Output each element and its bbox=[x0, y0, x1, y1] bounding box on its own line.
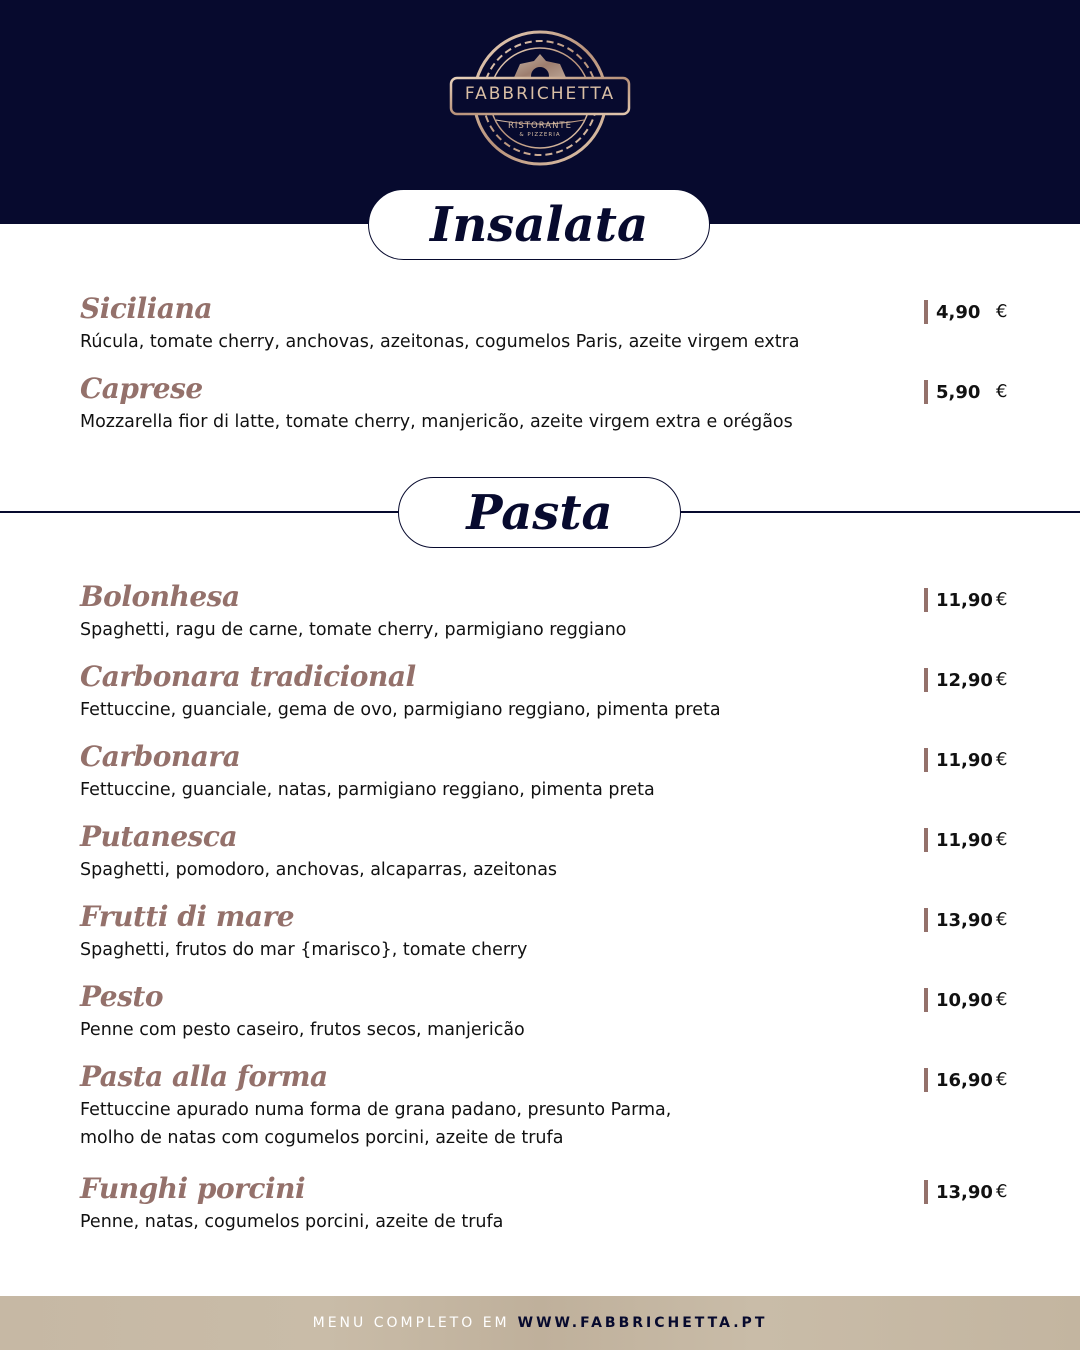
item-name: Carbonara bbox=[80, 740, 241, 773]
menu-item bbox=[80, 900, 1010, 964]
item-name: Caprese bbox=[80, 372, 203, 405]
item-name: Funghi porcini bbox=[80, 1172, 306, 1205]
item-description: Fettuccine, guanciale, gema de ovo, parmigiano reggiano, pimenta preta bbox=[80, 700, 721, 720]
item-name: Carbonara tradicional bbox=[80, 660, 416, 693]
item-price bbox=[924, 1180, 1010, 1204]
item-price bbox=[924, 988, 1010, 1012]
item-description: Mozzarella fior di latte, tomate cherry, manjericão, azeite virgem extra e orégãos bbox=[80, 412, 793, 432]
price-value: 12,90 bbox=[936, 669, 993, 691]
currency-symbol: € bbox=[996, 669, 1008, 690]
price-value: 13,90 bbox=[936, 909, 993, 931]
item-description: Penne com pesto caseiro, frutos secos, manjericão bbox=[80, 1020, 525, 1040]
menu-item bbox=[80, 580, 1010, 644]
item-description: Spaghetti, ragu de carne, tomate cherry, parmigiano reggiano bbox=[80, 620, 627, 640]
item-price bbox=[924, 748, 1010, 772]
menu-item bbox=[80, 820, 1010, 884]
item-description: Rúcula, tomate cherry, anchovas, azeitonas, cogumelos Paris, azeite virgem extra bbox=[80, 332, 800, 352]
menu-item bbox=[80, 1172, 1010, 1236]
item-name: Putanesca bbox=[80, 820, 238, 853]
item-description: Fettuccine apurado numa forma de grana padano, presunto Parma, bbox=[80, 1100, 672, 1120]
currency-symbol: € bbox=[996, 1181, 1008, 1202]
website-link[interactable]: WWW.FABBRICHETTA.PT bbox=[517, 1315, 768, 1331]
currency-symbol: € bbox=[996, 381, 1008, 402]
currency-symbol: € bbox=[996, 749, 1008, 770]
currency-symbol: € bbox=[996, 829, 1008, 850]
currency-symbol: € bbox=[996, 301, 1008, 322]
logo-subtitle: RISTORANTE bbox=[508, 121, 572, 131]
currency-symbol: € bbox=[996, 589, 1008, 610]
menu-item bbox=[80, 292, 1010, 356]
item-description: Fettuccine, guanciale, natas, parmigiano reggiano, pimenta preta bbox=[80, 780, 655, 800]
item-description: Penne, natas, cogumelos porcini, azeite de trufa bbox=[80, 1212, 504, 1232]
price-value: 13,90 bbox=[936, 1181, 993, 1203]
item-price bbox=[924, 1068, 1010, 1092]
currency-symbol: € bbox=[996, 909, 1008, 930]
price-value: 4,90 bbox=[936, 301, 981, 323]
section-heading-insalata bbox=[368, 189, 710, 260]
footer-lead-text: MENU COMPLETO EM bbox=[312, 1315, 510, 1331]
item-price bbox=[924, 908, 1010, 932]
menu-item bbox=[80, 372, 1010, 436]
footer-banner bbox=[0, 1296, 1080, 1350]
currency-symbol: € bbox=[996, 989, 1008, 1010]
item-name: Frutti di mare bbox=[80, 900, 295, 933]
menu-item bbox=[80, 740, 1010, 804]
price-value: 10,90 bbox=[936, 989, 993, 1011]
section-heading-pasta bbox=[398, 477, 681, 548]
item-name: Pasta alla forma bbox=[80, 1060, 328, 1093]
item-price bbox=[924, 828, 1010, 852]
item-price bbox=[924, 668, 1010, 692]
section-title: Insalata bbox=[429, 196, 649, 253]
item-name: Pesto bbox=[80, 980, 163, 1013]
price-value: 11,90 bbox=[936, 589, 993, 611]
menu-item bbox=[80, 1060, 1010, 1152]
item-price bbox=[924, 300, 1010, 324]
price-value: 11,90 bbox=[936, 749, 993, 771]
price-value: 11,90 bbox=[936, 829, 993, 851]
logo-wordmark: FABBRICHETTA bbox=[464, 84, 616, 104]
section-title: Pasta bbox=[466, 484, 613, 541]
item-price bbox=[924, 380, 1010, 404]
item-description: Spaghetti, frutos do mar {marisco}, tomate cherry bbox=[80, 940, 528, 960]
price-value: 16,90 bbox=[936, 1069, 993, 1091]
item-description-line-2: molho de natas com cogumelos porcini, azeite de trufa bbox=[80, 1128, 564, 1148]
price-value: 5,90 bbox=[936, 381, 981, 403]
currency-symbol: € bbox=[996, 1069, 1008, 1090]
item-description: Spaghetti, pomodoro, anchovas, alcaparras, azeitonas bbox=[80, 860, 558, 880]
menu-item bbox=[80, 980, 1010, 1044]
item-price bbox=[924, 588, 1010, 612]
menu-item bbox=[80, 660, 1010, 724]
item-name: Bolonhesa bbox=[80, 580, 240, 613]
restaurant-logo bbox=[448, 28, 632, 168]
item-name: Siciliana bbox=[80, 292, 212, 325]
logo-subtitle-secondary: & PIZZERIA bbox=[519, 132, 561, 138]
